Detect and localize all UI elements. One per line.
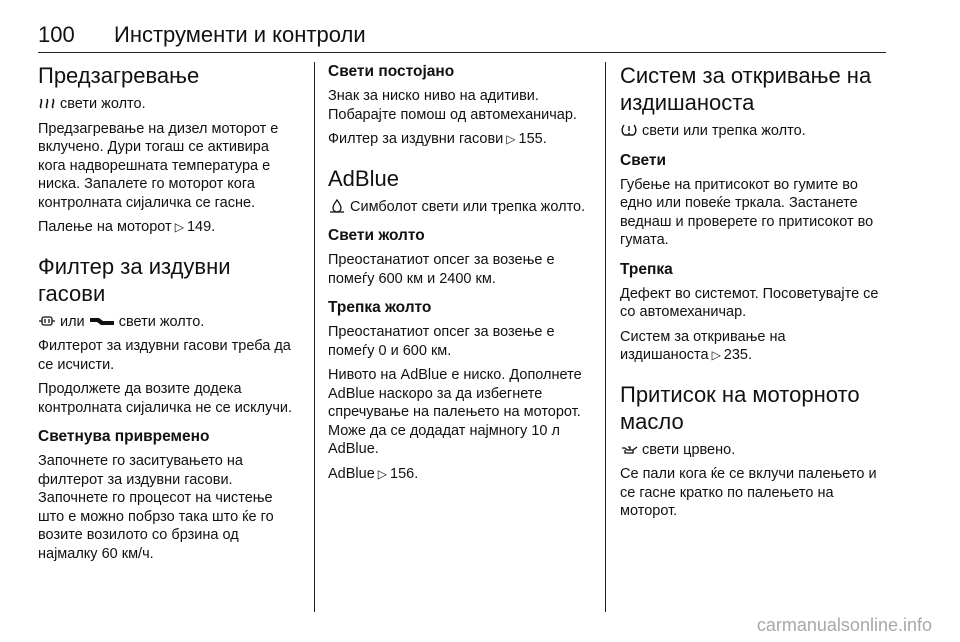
watermark: carmanualsonline.info <box>756 615 932 635</box>
subsection-title-yellow: Свети жолто <box>328 227 425 244</box>
page-header <box>38 22 886 53</box>
flash-description-1: Преостанатиот опсег за возење е помеѓу 0 и 600 км. <box>328 324 555 359</box>
preheat-reference[interactable]: Палење на моторот ▷ 149. <box>38 219 216 235</box>
flash-description-2: Нивото на AdBlue е ниско. Дополнете AdBlue наскоро за да избегнете спречување на палењето на моторот. Може да се додадат најмногу 10 л AdBlue. <box>328 367 582 457</box>
page-ref-arrow-icon: ▷ <box>711 348 721 362</box>
section-title-preheat: Предзагревање <box>38 63 200 88</box>
tyre-reference[interactable]: Систем за откривање на издишаноста ▷ 235. <box>620 328 786 363</box>
section-title-filter: Филтер за издувни гасови <box>38 253 231 306</box>
subsection-title-blink: Светнува привремено <box>38 428 210 445</box>
page-ref-arrow-icon: ▷ <box>377 466 387 481</box>
preheat-description: Предзагревање на дизел моторот е вклучено. Дури тогаш се активира кога надворешната температура е ниска. Запалете го моторот кога контролната сијаличка се гасне. <box>38 120 279 211</box>
page-ref-arrow-icon: ▷ <box>174 220 184 234</box>
subsection-title-flash-yellow: Трепка жолто <box>328 299 432 316</box>
page-number: 100 <box>38 22 75 47</box>
preheat-status: свети жолто. <box>38 95 300 114</box>
glow-plug-icon <box>38 96 56 110</box>
adblue-icon <box>328 199 346 213</box>
page-title: Инструменти и контроли <box>114 22 366 47</box>
subsection-title-constant: Свети постојано <box>328 63 455 80</box>
exhaust-filter-icon <box>38 314 56 328</box>
constant-reference[interactable]: Филтер за издувни гасови ▷ 155. <box>328 131 547 147</box>
page-ref-arrow-icon: ▷ <box>506 132 516 146</box>
adblue-reference[interactable]: AdBlue ▷ 156. <box>328 465 419 482</box>
constant-description: Знак за ниско ниво на адитиви. Побарајте помош од автомеханичар. <box>328 88 577 123</box>
filter-status: или свети жолто. <box>38 313 300 332</box>
oil-status: свети црвено. <box>620 441 890 460</box>
section-title-oil-pressure: Притисок на моторното масло <box>620 381 860 434</box>
column-left <box>38 62 300 569</box>
filter-description-1: Филтерот за издувни гасови треба да се исчисти. <box>38 338 291 373</box>
column-middle <box>328 62 590 489</box>
column-divider <box>605 62 606 612</box>
lit-description: Губење на притисокот во гумите во едно или повеќе тркала. Застанете веднаш и проверете го притисокот во гумата. <box>620 176 874 248</box>
oil-description: Се пали кога ќе се вклучи палењето и се гасне кратко по палењето на моторот. <box>620 466 877 519</box>
yellow-description: Преостанатиот опсег за возење е помеѓу 600 км и 2400 км. <box>328 252 555 287</box>
subsection-title-lit: Свети <box>620 151 667 169</box>
blink-description: Започнете го заситувањето на филтерот за издувни гасови. Започнете го процесот на чистење што е можно побрзо така што ќе го возите возилото со брзина од најмалку 60 км/ч. <box>38 453 274 562</box>
exhaust-pipe-icon <box>89 314 115 328</box>
section-title-tyre-pressure: Систем за откривање на издишаноста <box>620 63 872 115</box>
section-title-adblue: AdBlue <box>328 165 399 191</box>
subsection-title-flash: Трепка <box>620 260 673 278</box>
tyre-status: свети или трепка жолто. <box>620 122 890 141</box>
column-right <box>620 62 890 527</box>
column-divider <box>314 62 315 612</box>
tyre-pressure-icon <box>620 123 638 137</box>
flash-description: Дефект во системот. Посоветувајте се со автомеханичар. <box>620 285 879 320</box>
oil-can-icon <box>620 442 638 456</box>
adblue-description: Симболот свети или трепка жолто. <box>328 198 590 217</box>
filter-description-2: Продолжете да возите додека контролната сијаличка не се исклучи. <box>38 381 293 416</box>
